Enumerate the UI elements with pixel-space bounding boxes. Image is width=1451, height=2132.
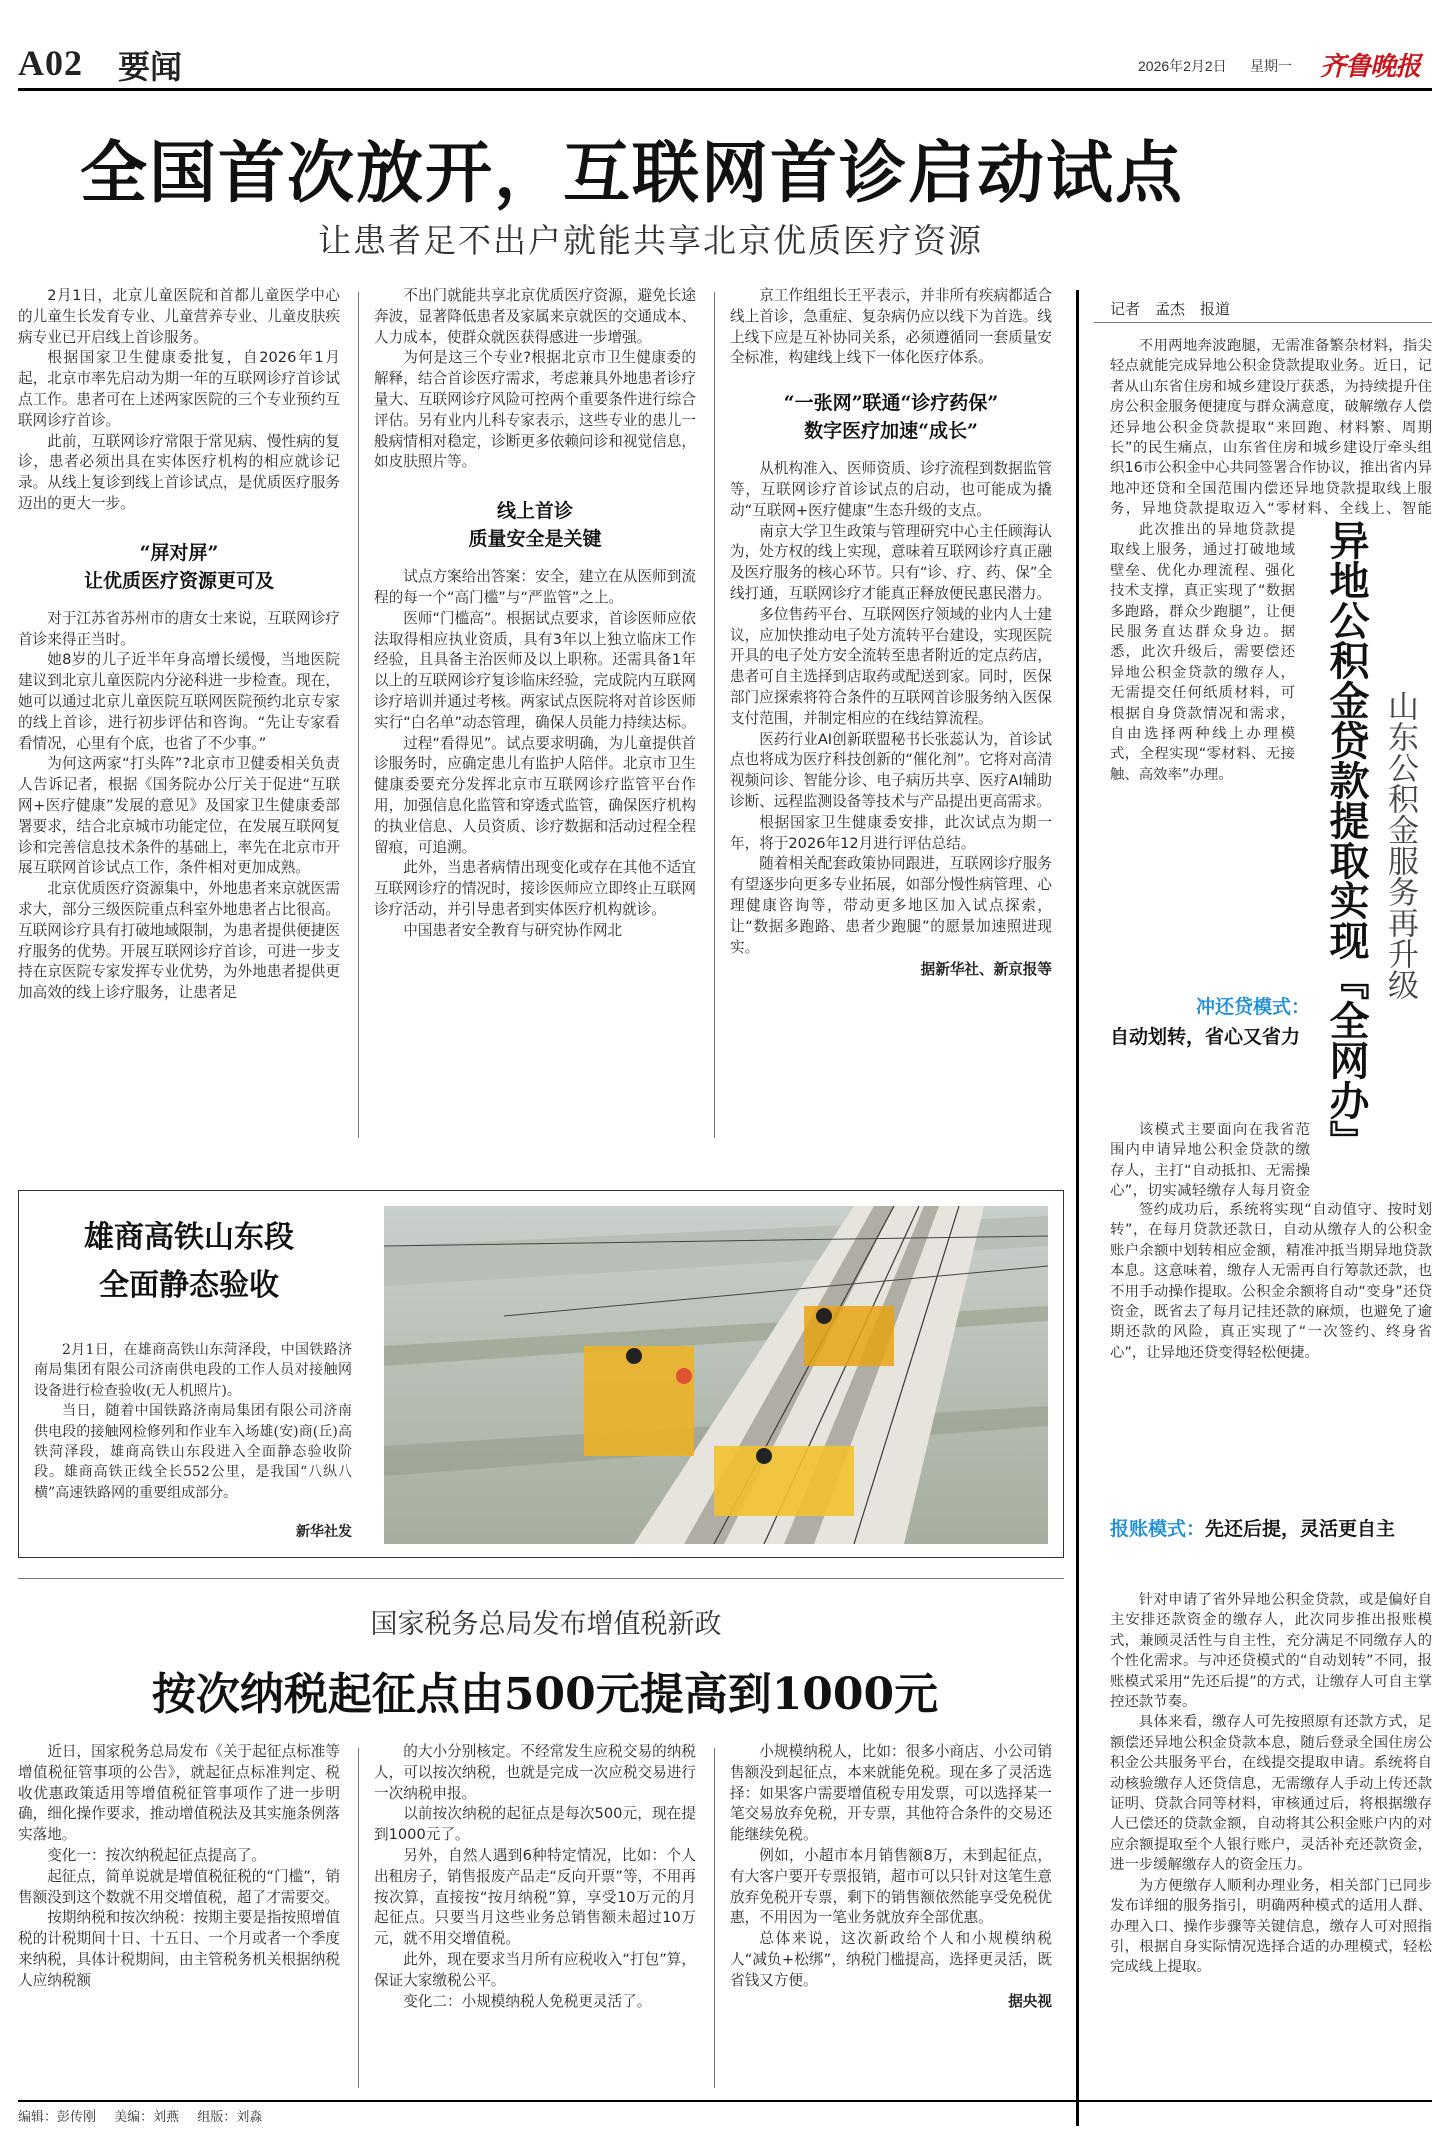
paragraph: 的大小分别核定。不经常发生应税交易的纳税人，可以按次纳税，也就是完成一次应税交易进行一次纳税申报。: [374, 1743, 696, 1802]
section-title-line1: “屏对屏”: [139, 541, 219, 564]
paragraph: 过程“看得见”。试点要求明确，为儿童提供首诊服务时，应确定患儿有监护人陪伴。北京市卫生健康委要充分发挥北京市互联网诊疗监管平台作用，加强信息化监管和穿透式监管，确保医疗机构的执业信息、人员资质、诊疗数据和活动过程全程留痕，可追溯。: [374, 734, 696, 856]
section-title-line2: 让优质医疗资源更可及: [83, 569, 274, 592]
tax-col-3: [730, 1742, 1052, 2092]
paragraph: 总体来说，这次新政给个人和小规模纳税人“减负+松绑”，纳税门槛提高，选择更灵活，既省钱又方便。: [730, 1930, 1052, 1989]
paragraph: 不出门就能共享北京优质医疗资源，避免长途奔波，显著降低患者及家属来京就医的交通成本、人力成本，使群众就医获得感进一步增强。: [374, 287, 696, 346]
rail-title-line1: 雄商高铁山东段: [84, 1220, 294, 1255]
work-platform: [714, 1446, 854, 1516]
paragraph: 签约成功后，系统将实现“自动值守、按时划转”，在每月贷款还款日，自动从缴存人的公积金账户余额中划转相应金额，精准冲抵当期异地贷款本息。这意味着，缴存人无需再自行筹款还款，也不用手动操作提取。公积金余额将自动“变身”还贷资金，既省去了每月记挂还款的麻烦，也避免了逾期还款的风险，真正实现了“一次签约、终身省心”，让异地还贷变得轻松便捷。: [1110, 1202, 1432, 1361]
worker: [676, 1368, 692, 1384]
section-title: [730, 389, 1052, 445]
paragraph: 该模式主要面向在我省范围内申请异地公积金贷款的缴存人，主打“自动抵扣、无需操心”，切实减轻缴存人每月资金: [1110, 1122, 1310, 1200]
mode1-title: 自动划转，省心又省力: [1110, 1026, 1301, 1048]
section-title: [18, 539, 340, 595]
mode2-label: 报账模式：: [1110, 1518, 1206, 1540]
section-title: [374, 497, 696, 553]
paragraph: 变化一：按次纳税起征点提高了。: [47, 1846, 267, 1864]
paragraph: 为何是这三个专业?根据北京市卫生健康委的解释，结合首诊医疗需求，考虑兼具外地患者诊疗量大、互联网诊疗风险可控两个重要条件进行综合评估。另有业内儿科专家表示，这些专业的患儿一般病情相对稳定，诊断更多依赖问诊和视觉信息，如皮肤照片等。: [374, 349, 696, 471]
fund-kicker: 山东公积金服务再升级: [1382, 690, 1418, 1000]
paragraph: 她8岁的儿子近半年身高增长缓慢，当地医院建议到北京儿童医院内分泌科进一步检查。现在，她可以通过北京儿童医院互联网医院预约北京专家的线上首诊，进行初步评估和咨询。“先让专家看看情况，心里有个底，也省了不少事。”: [18, 651, 340, 752]
lead-source: 据新华社、新京报等: [920, 961, 1052, 979]
paragraph: 从机构准入、医师资质、诊疗流程到数据监管等，互联网诊疗首诊试点的启动，也可能成为撬动“互联网+医疗健康”生态升级的支点。: [730, 460, 1052, 519]
fund-byline: 记者 孟杰 报道: [1110, 300, 1231, 318]
paragraph: 2月1日，北京儿童医院和首都儿童医学中心的儿童生长发育专业、儿童营养专业、儿童皮肤疾病专业已开启线上首诊服务。: [18, 287, 340, 346]
lead-col3-paras: [730, 286, 1052, 369]
paragraph: 试点方案给出答案：安全，建立在从医师到流程的每一个“高门槛”与“严监管”之上。: [374, 568, 696, 606]
header-rule: [18, 88, 1432, 91]
lead-col1-paras: [18, 286, 340, 515]
issue-weekday: 星期一: [1250, 59, 1292, 75]
paragraph: 根据国家卫生健康委批复，自2026年1月起，北京市率先启动为期一年的互联网诊疗首诊试点工作。患者可在上述两家医院的三个专业预约互联网诊疗首诊。: [18, 349, 340, 429]
page-code: A02: [18, 43, 83, 83]
column-divider: [358, 1748, 359, 2088]
paragraph: 为方便缴存人顺利办理业务，相关部门已同步发布详细的服务指引，明确两种模式的适用人群、办理入口、操作步骤等关键信息，缴存人可对照指引，根据自身实际情况选择合适的办理模式，轻松完成线上提取。: [1110, 1877, 1432, 1976]
paragraph: 起征点，简单说就是增值税征税的“门槛”，销售额没到这个数就不用交增值税，超了才需要交。: [18, 1867, 340, 1906]
work-platform: [584, 1346, 694, 1456]
paragraph: 此次推出的异地贷款提取线上服务，通过打破地域壁垒、优化办理流程、强化技术支撑，真正实现了“数据多跑路，群众少跑腿”，让便民服务直达群众身边。据悉，此次升级后，需要偿还异地公积金贷款的缴存人，无需提交任何纸质材料，可根据自身贷款情况和需求，自由选择两种线上办理模式，全程实现“零材料、无接触、高效率”办理。: [1110, 522, 1295, 783]
fund-headline: 异地公积金贷款提取实现『全网办』: [1323, 520, 1370, 1160]
paragraph: 例如，小超市本月销售额8万，未到起征点，有大客户要开专票报销，超市可以只针对这笔生意放弃免税开专票，剩下的销售额依然能享受免税优惠，不用因为一笔业务就放弃全部优惠。: [730, 1846, 1052, 1927]
footer-credits: [18, 2106, 262, 2125]
paragraph: 南京大学卫生政策与管理研究中心主任顾海认为，处方权的线上实现，意味着互联网诊疗真正融及医疗服务的核心环节。只有“诊、疗、药、保”全线打通，互联网诊疗才能真正释放便民惠民潜力。: [730, 522, 1052, 602]
section-title-line1: “一张网”联通“诊疗药保”: [783, 392, 999, 415]
lead-col2-paras-b: [374, 567, 696, 941]
paragraph: 医师“门槛高”。根据试点要求，首诊医师应依法取得相应执业资质，具有3年以上独立临床工作经验，且具备主治医师及以上职称。还需具备1年以上的互联网诊疗复诊临床经验，完成院内互联网诊疗培训并通过考核。两家试点医院将对首诊医师实行“白名单”动态管理，确保人员能力持续达标。: [374, 609, 696, 731]
rail-photo-drawing: [384, 1206, 1048, 1544]
masthead-logo: 齐鲁晚报: [1320, 52, 1421, 82]
fund-intro-cont: [1110, 520, 1295, 960]
column-divider: [714, 1748, 715, 2088]
column-divider: [358, 292, 359, 1138]
paragraph: 针对申请了省外异地公积金贷款，或是偏好自主安排还款资金的缴存人，此次同步推出报账模式，兼顾灵活性与自主性，充分满足不同缴存人的个性化需求。与冲还贷模式的“自动划转”不同，报账模式采用“先还后提”的方式，让缴存人可自主掌控还款节奏。: [1110, 1592, 1432, 1711]
tax-headline: 按次纳税起征点由500元提高到1000元: [151, 1669, 939, 1720]
paragraph: 近日，国家税务总局发布《关于起征点标准等增值税征管事项的公告》，就起征点标准判定、税收优惠政策适用等增值税征管事项作了进一步明确，细化操作要求，推动增值税法及其实施条例落实落地。: [18, 1743, 340, 1844]
paragraph: 此外，当患者病情出现变化或存在其他不适宜互联网诊疗的情况时，接诊医师应立即终止互联网诊疗活动，并引导患者到实体医疗机构就诊。: [374, 859, 696, 918]
tax-col-2: [374, 1742, 696, 2092]
footer-artist: 美编：刘燕: [114, 2110, 180, 2125]
byline-rule: [1094, 322, 1432, 323]
fund-mode1-cont: [1110, 1200, 1432, 1505]
mode1-heading: [1110, 992, 1310, 1051]
rail-source: 新华社发: [280, 1522, 352, 1542]
fund-left-rule: [1076, 290, 1079, 2126]
mode2-heading: [1110, 1514, 1432, 1544]
footer-proof: 组版：刘淼: [197, 2110, 263, 2125]
paragraph: 2月1日，在雄商高铁山东菏泽段，中国铁路济南局集团有限公司济南供电段的工作人员对接触网设备进行检查验收(无人机照片)。: [34, 1342, 352, 1399]
fund-intro: [1110, 336, 1432, 520]
rail-title: [30, 1214, 348, 1310]
footer-editor: 编辑：彭传刚: [18, 2110, 97, 2125]
paragraph: 当日，随着中国铁路济南局集团有限公司济南供电段的接触网检修列和作业车入场雄(安)商(丘)高铁菏泽段，雄商高铁山东段进入全面静态验收阶段。雄商高铁正线全长552公里，是我国“八纵八横”高速铁路网的重要组成部分。: [34, 1403, 352, 1501]
lead-col-1: [18, 286, 340, 1306]
mode1-label: 冲还贷模式：: [1195, 996, 1310, 1018]
section-title-line2: 数字医疗加速“成长”: [804, 420, 978, 443]
paragraph: 以前按次纳税的起征点是每次500元，现在提到1000元了。: [374, 1805, 696, 1844]
tax-kicker: 国家税务总局发布增值税新政: [370, 1609, 722, 1640]
fund-mode2: [1110, 1590, 1432, 2096]
paragraph: 小规模纳税人，比如：很多小商店、小公司销售额没到起征点，本来就能免税。现在多了灵活选择：如果客户需要增值税专用发票，可以选择某一笔交易放弃免税，开专票，其他符合条件的交易还能继续免税。: [730, 1743, 1052, 1844]
section-title-line1: 线上首诊: [496, 500, 573, 523]
tax-top-rule: [18, 1578, 1064, 1579]
paragraph: 此前，互联网诊疗常限于常见病、慢性病的复诊，患者必须出具在实体医疗机构的相应就诊记录。从线上复诊到线上首诊试点，是优质医疗服务迈出的更大一步。: [18, 432, 340, 512]
paragraph: 京工作组组长王平表示，并非所有疾病都适合线上首诊，急重症、复杂病仍应以线下为首选。线上线下应是互补协同关系，必须遵循同一套质量安全标准，构建线上线下一体化医疗体系。: [730, 287, 1052, 367]
rail-title-line2: 全面静态验收: [99, 1268, 279, 1303]
column-divider: [714, 292, 715, 1138]
worker: [816, 1308, 832, 1324]
section-title-line2: 质量安全是关键: [468, 528, 602, 551]
lead-subheadline: 让患者足不出户就能共享北京优质医疗资源: [318, 221, 983, 260]
issue-date: 2026年2月2日: [1138, 58, 1227, 74]
mode2-title: 先还后提，灵活更自主: [1205, 1518, 1396, 1540]
worker: [626, 1348, 642, 1364]
lead-col-3: [730, 286, 1052, 1156]
paragraph: 北京优质医疗资源集中，外地患者来京就医需求大，部分三级医院重点科室外地患者占比很高。互联网诊疗具有打破地域限制，为患者提供便捷医疗服务的优势。开展互联网诊疗首诊，可进一步支持在京医院专家发挥专业优势，为外地患者提供更加高效的线上诊疗服务，让患者足: [18, 880, 340, 1002]
paragraph: 此外，现在要求当月所有应税收入“打包”算，保证大家缴税公平。: [374, 1950, 696, 1989]
paragraph: 变化二：小规模纳税人免税更灵活了。: [403, 1992, 652, 2010]
paragraph: 多位售药平台、互联网医疗领域的业内人士建议，应加快推动电子处方流转平台建设，实现医院开具的电子处方安全流转至患者附近的定点药店，患者可自主选择到店取药或配送到家。同时，医保部门应探索将符合条件的互联网首诊服务纳入医保支付范围，并制定相应的在线结算流程。: [730, 605, 1052, 727]
paragraph: 中国患者安全教育与研究协作网北: [403, 921, 623, 939]
paragraph: 随着相关配套政策协同跟进，互联网诊疗服务有望逐步向更多专业拓展，如部分慢性病管理、心理健康咨询等，带动更多地区加入试点探索，让“数据多跑路、患者少跑腿”的愿景加速照进现实。: [730, 855, 1052, 956]
section-name: 要闻: [118, 48, 183, 86]
paragraph: 根据国家卫生健康委安排，此次试点为期一年，将于2026年12月进行评估总结。: [730, 813, 1052, 852]
rail-photo: [384, 1206, 1048, 1544]
lead-col2-paras: [374, 286, 696, 473]
worker: [756, 1448, 772, 1464]
paragraph: 具体来看，缴存人可先按照原有还款方式，足额偿还异地公积金贷款本息，随后登录全国住房公积金公共服务平台，在线提交提取申请。系统将自动核验缴存人还贷信息，无需缴存人手动上传还款证明、贷款合同等材料，审核通过后，将根据缴存人已偿还的贷款金额，自动将其公积金账户内的对应余额提取至个人银行账户，灵活补充还款资金，进一步缓解缴存人的资金压力。: [1110, 1714, 1432, 1874]
footer-rule: [18, 2100, 1432, 2102]
lead-col1-paras-b: [18, 609, 340, 1004]
paragraph: 医药行业AI创新联盟秘书长张蕊认为，首诊试点也将成为医疗科技创新的“催化剂”。它将对高清视频问诊、智能分诊、电子病历共享、医疗AI辅助诊断、远程监测设备等技术与产品提出更高需求。: [730, 730, 1052, 810]
fund-mode1: [1110, 1120, 1310, 1200]
lead-col3-paras-b: [730, 459, 1052, 958]
paragraph: 为何这两家“打头阵”?北京市卫健委相关负责人告诉记者，根据《国务院办公厅关于促进“互联网+医疗健康”发展的意见》及国家卫生健康委部署要求，结合北京城市功能定位，在发展互联网复诊和完善信息技术条件的基础上，率先在北京市开展互联网首诊试点工作，条件相对更加成熟。: [18, 755, 340, 877]
lead-col-2: [374, 286, 696, 1146]
paragraph: 对于江苏省苏州市的唐女士来说，互联网诊疗首诊来得正当时。: [18, 609, 340, 648]
lead-headline: 全国首次放开，互联网首诊启动试点: [80, 133, 1184, 212]
tax-col-1: [18, 1742, 340, 2092]
paragraph: 不用两地奔波跑腿，无需准备繁杂材料，指尖轻点就能完成异地公积金贷款提取业务。近日，记者从山东省住房和城乡建设厅获悉，为持续提升住房公积金服务便捷度与群众满意度，破解缴存人偿还异地公积金贷款提取“来回跑、材料繁、周期长”的民生痛点，山东省住房和城乡建设厅牵头组织16市公积金中心共同签署合作协议，推出省内异地冲还贷和全国范围内偿还异地贷款提取线上服务，异地贷款提取迈入“零材料、全线上、智能: [1110, 338, 1432, 518]
paragraph: 按期纳税和按次纳税：按期主要是指按照增值税的计税期间十日、十五日、一个月或者一个季度来纳税，具体计税期间，由主管税务机关根据纳税人应纳税额: [18, 1909, 340, 1989]
tax-source: 据央视: [1008, 1992, 1052, 2010]
rail-text: [34, 1340, 352, 1550]
paragraph: 另外，自然人遇到6种特定情况，比如：个人出租房子，销售报废产品走“反向开票”等，不用再按次算，直接按“按月纳税”算，享受10万元的月起征点。只要当月这些业务总销售额未超过10万元，就不用交增值税。: [374, 1846, 696, 1948]
